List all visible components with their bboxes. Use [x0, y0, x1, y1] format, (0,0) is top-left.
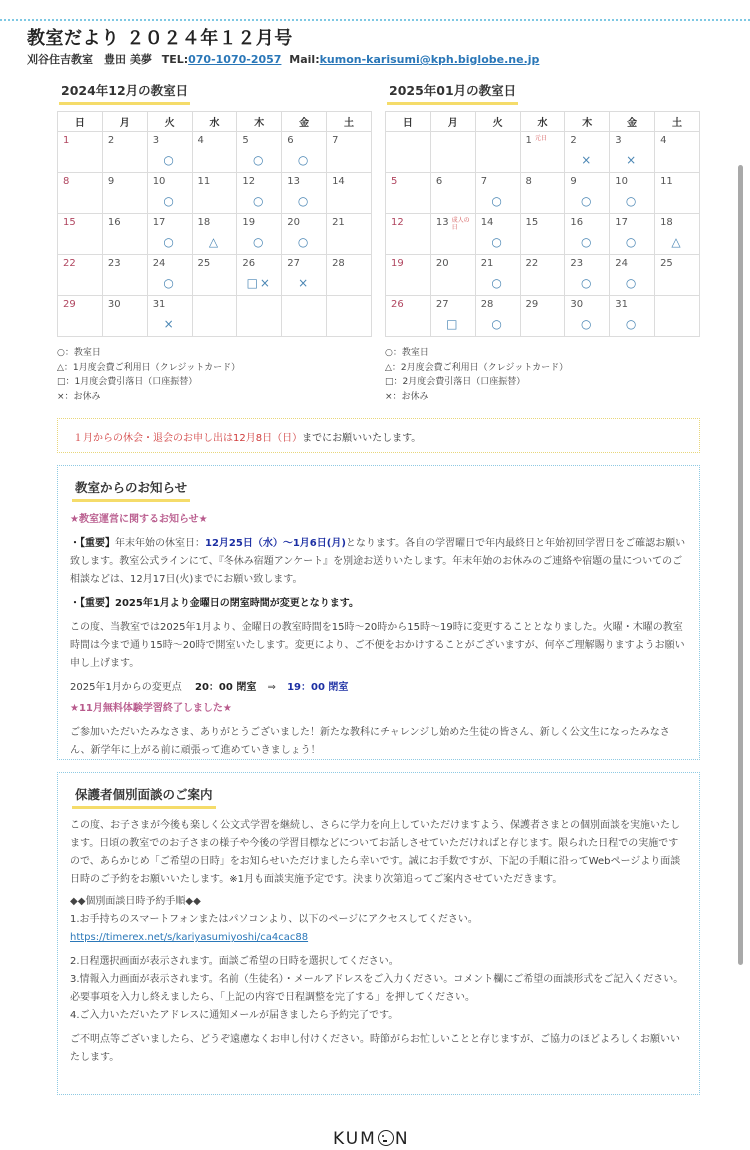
- calendar-day-cell: [655, 255, 700, 296]
- schedule-mark: ×: [581, 153, 594, 167]
- weekday-header: 月: [102, 112, 147, 132]
- page-title: 教室だより ２０２４年１２月号: [27, 28, 293, 49]
- legend-dec: [57, 346, 240, 404]
- calendar-day-cell: [147, 214, 192, 255]
- calendar-day-cell: [475, 214, 520, 255]
- calendar-day-cell: [192, 132, 237, 173]
- calendar-day-cell: [282, 132, 327, 173]
- day-number: 24: [615, 258, 628, 269]
- calendar-week-row: [58, 296, 372, 337]
- holiday-label: 成人の日: [451, 217, 470, 231]
- calendar-day-cell: [192, 255, 237, 296]
- tel-label: TEL:: [161, 53, 189, 66]
- schedule-mark: ○: [163, 276, 176, 290]
- day-number: 8: [63, 176, 70, 187]
- schedule-mark: ○: [163, 153, 176, 167]
- schedule-mark: ○: [297, 235, 311, 249]
- day-number: 6: [287, 135, 294, 146]
- day-number: 29: [525, 299, 539, 310]
- closing-text: ご不明点等ございましたら、どうぞ遠慮なくお申し付けください。時節がらお忙しいことと存じますが、ご協力のほどよろしくお願いいたします。: [70, 1034, 680, 1063]
- hours-change-body: この度、当教室では2025年1月より、金曜日の教室時間を15時～20時から15時～19時に変更することとなりました。火曜・木曜の教室時間は今まで通り15時～20時で開室いたします。変更により、ご不便をおかけすることがございますが、何卒ご理解賜りますようお願い申し上げます。: [70, 622, 685, 669]
- day-number: 18: [660, 217, 673, 228]
- schedule-mark: ○: [163, 235, 176, 249]
- calendar-day-cell: [386, 214, 431, 255]
- calendar-day-cell: [102, 296, 147, 337]
- calendar-day-cell: [237, 132, 282, 173]
- calendar-week-row: [58, 255, 372, 296]
- day-number: 12: [391, 217, 404, 228]
- day-number: 27: [435, 299, 449, 310]
- day-number: 8: [525, 176, 532, 187]
- calendar-day-cell: [58, 173, 103, 214]
- weekday-header: 火: [147, 112, 192, 132]
- calendar-day-cell: [520, 214, 565, 255]
- day-number: 25: [197, 258, 211, 269]
- calendar-week-row: [58, 214, 372, 255]
- calendar-day-cell: [430, 214, 475, 255]
- day-number: 26: [391, 299, 404, 310]
- schedule-mark: □×: [246, 276, 272, 290]
- mail-label: Mail:: [289, 53, 320, 66]
- calendar-day-cell: [655, 296, 700, 337]
- day-number: 18: [197, 217, 211, 228]
- day-number: 19: [242, 217, 256, 228]
- weekday-header: 水: [192, 112, 237, 132]
- schedule-mark: ○: [491, 235, 504, 249]
- calendar-day-cell: [610, 255, 655, 296]
- calendar-day-cell: [282, 173, 327, 214]
- day-number: 4: [197, 135, 204, 146]
- calendar-day-cell: [475, 296, 520, 337]
- calendar-day-cell: [192, 296, 237, 337]
- calendar-week-row: [386, 255, 700, 296]
- weekday-header: 土: [655, 112, 700, 132]
- calendar-day-cell: [475, 173, 520, 214]
- calendar-day-cell: [430, 132, 475, 173]
- day-number: 28: [332, 258, 345, 269]
- day-number: 27: [287, 258, 300, 269]
- day-number: 10: [615, 176, 628, 187]
- calendar-day-cell: [58, 132, 103, 173]
- calendar-heading-dec: 2024年12月の教室日: [59, 81, 190, 105]
- day-number: 21: [480, 258, 494, 269]
- calendar-week-row: [386, 132, 700, 173]
- holiday-notice: [70, 535, 687, 589]
- step-2: 2.日程選択画面が表示されます。面談ご希望の日時を選択してください。: [70, 956, 399, 967]
- holiday-label: 元日: [534, 135, 547, 142]
- calendar-day-cell: [102, 214, 147, 255]
- day-number: 24: [152, 258, 166, 269]
- calendar-day-cell: [237, 214, 282, 255]
- tel-link[interactable]: 070-1070-2057: [188, 53, 282, 66]
- calendar-day-cell: [58, 255, 103, 296]
- contact-line: [27, 51, 539, 67]
- calendar-day-cell: [520, 296, 565, 337]
- day-number: 26: [242, 258, 256, 269]
- weekday-header: 日: [386, 112, 431, 132]
- schedule-mark: ○: [581, 317, 594, 331]
- day-number: 17: [615, 217, 628, 228]
- calendar-day-cell: [610, 214, 655, 255]
- calendar-week-row: [386, 173, 700, 214]
- schedule-mark: ○: [625, 194, 639, 208]
- withdrawal-notice: [57, 418, 700, 453]
- calendar-day-cell: [475, 132, 520, 173]
- schedule-mark: ○: [253, 194, 266, 208]
- day-number: 31: [615, 299, 628, 310]
- legend-item: □：1月度会費引落日（口座振替）: [57, 377, 198, 387]
- section-title: 保護者個別面談のご案内: [72, 785, 216, 809]
- weekday-header: 金: [610, 112, 655, 132]
- arrow-icon: ⇒: [267, 682, 276, 693]
- calendar-day-cell: [282, 255, 327, 296]
- calendar-day-cell: [102, 173, 147, 214]
- parent-meeting-box: [57, 772, 700, 1095]
- calendar-day-cell: [386, 173, 431, 214]
- day-number: 5: [391, 176, 398, 187]
- schedule-mark: ○: [253, 153, 266, 167]
- day-number: 2: [570, 135, 577, 146]
- schedule-mark: ○: [297, 153, 311, 167]
- calendar-day-cell: [386, 255, 431, 296]
- day-number: 23: [107, 258, 121, 269]
- mail-link[interactable]: kumon-karisumi@kph.biglobe.ne.jp: [319, 53, 540, 66]
- day-number: 28: [480, 299, 494, 310]
- calendar-heading-jan: 2025年01月の教室日: [387, 81, 518, 105]
- day-number: 2: [107, 135, 115, 146]
- day-number: 13: [435, 217, 449, 228]
- calendar-day-cell: [192, 214, 237, 255]
- step-4: 4.ご入力いただいたアドレスに通知メールが届きましたら予約完了です。: [70, 1010, 399, 1021]
- day-number: 3: [615, 135, 622, 146]
- legend-item: ×：お休み: [385, 391, 429, 402]
- calendar-day-cell: [565, 255, 610, 296]
- calendar-day-cell: [282, 214, 327, 255]
- calendar-day-cell: [520, 132, 565, 173]
- step-3b: 必要事項を入力し終えましたら、「上記の内容で日程調整を完了する」を押してください。: [70, 992, 475, 1003]
- schedule-mark: ○: [491, 276, 504, 290]
- calendar-day-cell: [565, 132, 610, 173]
- legend-item: ○：教室日: [385, 348, 429, 358]
- schedule-mark: ○: [625, 276, 639, 290]
- calendar-jan-2025: [385, 111, 700, 337]
- calendar-day-cell: [610, 173, 655, 214]
- calendar-week-row: [58, 173, 372, 214]
- schedule-mark: △: [208, 235, 221, 249]
- day-number: 7: [480, 176, 488, 187]
- calendar-day-cell: [147, 132, 192, 173]
- calendar-day-cell: [655, 132, 700, 173]
- vertical-scrollbar[interactable]: [738, 165, 743, 965]
- classroom-name: 刈谷住吉教室 豊田 美夢: [27, 53, 152, 66]
- calendar-day-cell: [327, 214, 372, 255]
- weekday-header-row: [386, 112, 700, 132]
- day-number: 20: [287, 217, 300, 228]
- schedule-mark: ×: [298, 276, 311, 290]
- day-number: 10: [152, 176, 166, 187]
- calendar-day-cell: [147, 296, 192, 337]
- legend-item: ○：教室日: [57, 348, 101, 358]
- day-number: 23: [570, 258, 584, 269]
- calendar-week-row: [386, 214, 700, 255]
- calendar-day-cell: [58, 296, 103, 337]
- calendar-week-row: [386, 296, 700, 337]
- weekday-header: 土: [327, 112, 372, 132]
- calendar-day-cell: [520, 255, 565, 296]
- holiday-dates: 12月25日（水）～1月6日(月): [205, 538, 346, 549]
- schedule-mark: ○: [491, 194, 504, 208]
- calendar-day-cell: [327, 296, 372, 337]
- meeting-intro: この度、お子さまが今後も楽しく公文式学習を継続し、さらに学力を向上していただけますよう、保護者さまとの個別面談を実施いたします。日頃の教室でのお子さまの様子や今後の学習目標などについてお話しさせていただければと存じます。限られた日程での実施ですので、あらかじめ「ご希望の日時」をお知らせいただけましたら幸いです。誠にお手数ですが、下記の手順に沿ってWebページより面談日時のご予約をお願いいたします。※1月も面談実施予定です。決まり次第追ってご案内させていただきます。: [70, 820, 681, 885]
- calendar-day-cell: [610, 132, 655, 173]
- calendar-day-cell: [565, 296, 610, 337]
- day-number: 21: [332, 217, 345, 228]
- schedule-mark: ×: [163, 317, 176, 331]
- subsection-title: ★11月無料体験学習終了しました★: [70, 703, 232, 714]
- schedule-mark: ○: [163, 194, 176, 208]
- day-number: 1: [63, 135, 70, 146]
- day-number: 11: [660, 176, 673, 187]
- step-3: 3.情報入力画面が表示されます。名前（生徒名）・メールアドレスをご入力ください。コメント欄にご希望の面談形式をご記入ください。: [70, 974, 684, 985]
- subsection-title: ★教室運営に関するお知らせ★: [70, 514, 208, 525]
- weekday-header: 金: [282, 112, 327, 132]
- day-number: 30: [570, 299, 584, 310]
- kumon-face-icon: [378, 1130, 394, 1146]
- change-from: 20：00 閉室: [195, 682, 257, 693]
- calendar-day-cell: [610, 296, 655, 337]
- day-number: 16: [570, 217, 584, 228]
- notice-rest: までにお願いいたします。: [302, 433, 422, 444]
- schedule-mark: ○: [581, 194, 594, 208]
- day-number: 5: [242, 135, 249, 146]
- calendar-day-cell: [565, 214, 610, 255]
- section-title: 教室からのお知らせ: [72, 478, 190, 502]
- weekday-header: 木: [237, 112, 282, 132]
- day-number: 19: [391, 258, 404, 269]
- legend-item: □：2月度会費引落日（口座振替）: [385, 377, 526, 387]
- change-label: 2025年1月からの変更点: [70, 682, 182, 693]
- weekday-header: 火: [475, 112, 520, 132]
- weekday-header: 木: [565, 112, 610, 132]
- legend-item: △：1月度会費ご利用日（クレジットカード）: [57, 362, 241, 373]
- calendar-day-cell: [430, 255, 475, 296]
- hours-change-summary: [70, 679, 687, 697]
- calendar-day-cell: [565, 173, 610, 214]
- day-number: 13: [287, 176, 300, 187]
- calendar-week-row: [58, 132, 372, 173]
- calendar-day-cell: [475, 255, 520, 296]
- hours-change-heading: ・【重要】2025年1月より金曜日の閉室時間が変更となります。: [70, 598, 359, 609]
- calendar-day-cell: [102, 132, 147, 173]
- day-number: 12: [242, 176, 256, 187]
- calendar-day-cell: [430, 173, 475, 214]
- notice-highlight: １月からの休会・退会のお申し出は12月8日（日）: [73, 433, 303, 444]
- top-dotted-divider: [0, 19, 750, 21]
- weekday-header: 水: [520, 112, 565, 132]
- calendar-day-cell: [58, 214, 103, 255]
- day-number: 17: [152, 217, 166, 228]
- schedule-mark: △: [671, 235, 683, 249]
- day-number: 22: [63, 258, 76, 269]
- schedule-mark: ○: [625, 235, 639, 249]
- day-number: 31: [152, 299, 166, 310]
- day-number: 30: [107, 299, 121, 310]
- calendar-day-cell: [237, 255, 282, 296]
- legend-jan: [385, 346, 568, 404]
- calendar-day-cell: [655, 173, 700, 214]
- calendar-day-cell: [430, 296, 475, 337]
- schedule-mark: ○: [253, 235, 266, 249]
- kumon-logo: KUM N: [333, 1129, 410, 1149]
- calendar-day-cell: [147, 255, 192, 296]
- legend-item: △：2月度会費ご利用日（クレジットカード）: [385, 362, 569, 373]
- important-tag: ・【重要】: [70, 538, 115, 549]
- schedule-mark: ○: [297, 194, 311, 208]
- calendar-day-cell: [655, 214, 700, 255]
- day-number: 25: [660, 258, 673, 269]
- trial-thanks-body: ご参加いただいたみなさま、ありがとうございました！新たな教科にチャレンジし始めた生徒の皆さん、新しく公文生になったみなさん、新学年に上がる前に頑張って進めていきましょう！: [70, 727, 670, 756]
- day-number: 9: [570, 176, 577, 187]
- schedule-mark: ○: [625, 317, 639, 331]
- day-number: 9: [107, 176, 115, 187]
- classroom-news-box: [57, 465, 700, 760]
- schedule-mark: □: [446, 317, 460, 331]
- day-number: 4: [660, 135, 667, 146]
- day-number: 6: [435, 176, 443, 187]
- calendar-day-cell: [102, 255, 147, 296]
- day-number: 3: [152, 135, 160, 146]
- day-number: 15: [63, 217, 76, 228]
- day-number: 11: [197, 176, 211, 187]
- day-number: 15: [525, 217, 539, 228]
- calendar-day-cell: [520, 173, 565, 214]
- schedule-mark: ×: [626, 153, 639, 167]
- day-number: 22: [525, 258, 539, 269]
- day-number: 7: [332, 135, 339, 146]
- calendar-day-cell: [327, 255, 372, 296]
- day-number: 14: [332, 176, 345, 187]
- day-number: 29: [63, 299, 76, 310]
- day-number: 16: [107, 217, 121, 228]
- weekday-header: 日: [58, 112, 103, 132]
- calendar-day-cell: [386, 296, 431, 337]
- steps-title: ◆◆個別面談日時予約手順◆◆: [70, 896, 201, 907]
- weekday-header: 月: [430, 112, 475, 132]
- calendar-day-cell: [237, 173, 282, 214]
- calendar-day-cell: [192, 173, 237, 214]
- legend-item: ×：お休み: [57, 391, 101, 402]
- calendar-day-cell: [282, 296, 327, 337]
- schedule-mark: ○: [581, 235, 594, 249]
- calendar-day-cell: [327, 132, 372, 173]
- day-number: 1: [525, 135, 532, 146]
- schedule-mark: ○: [581, 276, 594, 290]
- step-1: 1.お手持ちのスマートフォンまたはパソコンより、以下のページにアクセスしてください。: [70, 914, 478, 925]
- calendar-day-cell: [386, 132, 431, 173]
- reservation-link[interactable]: https://timerex.net/s/kariyasumiyoshi/ca4cac88: [70, 932, 309, 943]
- calendar-day-cell: [237, 296, 282, 337]
- calendar-day-cell: [147, 173, 192, 214]
- weekday-header-row: [58, 112, 372, 132]
- change-to: 19：00 閉室: [287, 682, 349, 693]
- schedule-mark: ○: [491, 317, 504, 331]
- holiday-body: となります。各自の学習曜日で年内最終日と年始初回学習日をご確認お願い致します。教室公式ラインにて、『冬休み宿題アンケート』を別途お送りいたします。年末年始のお休みのご連絡や宿題の量についてのご相談などは、12月17日(火)までにお願い致します。: [70, 538, 686, 585]
- day-number: 14: [480, 217, 494, 228]
- day-number: 20: [435, 258, 449, 269]
- calendar-day-cell: [327, 173, 372, 214]
- holiday-lead: 年末年始の休室日：: [115, 538, 205, 549]
- calendar-dec-2024: [57, 111, 372, 337]
